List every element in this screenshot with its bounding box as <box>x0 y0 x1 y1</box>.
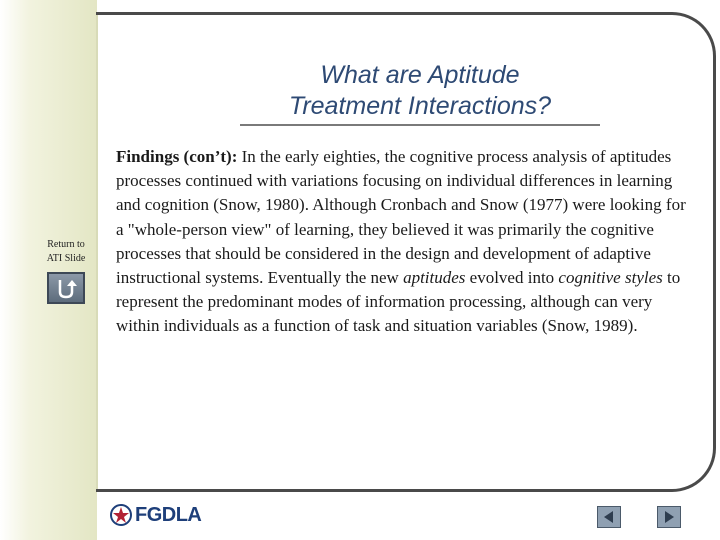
title-line-2: Treatment Interactions? <box>288 92 552 120</box>
body-text-part-3: to represent the predominant modes of information processing, although can very within individuals as a function of task and situation variables (Snow, 1989). <box>116 268 681 336</box>
title-divider <box>240 124 600 126</box>
title-line-1: What are Aptitude <box>320 61 520 89</box>
left-sidebar-band <box>0 0 97 540</box>
body-emphasis-cognitive-styles: cognitive styles <box>558 268 663 288</box>
return-to-ati-button[interactable] <box>47 272 85 304</box>
star-seal-icon <box>110 504 132 526</box>
slide-title <box>200 60 640 122</box>
previous-slide-button[interactable] <box>597 506 621 528</box>
body-text-part-2: evolved into <box>465 268 559 288</box>
return-to-ati-label <box>38 238 94 266</box>
next-slide-button[interactable] <box>657 506 681 528</box>
body-text-part-1: In the early eighties, the cognitive process analysis of aptitudes processes continued with variations focusing on individual differences in learning and cognition (Snow, 1980). Although Cronbach and Snow (1977) were looking for a "whole-person view" of learning, they believed it was primarily the cognitive processes that should be considered in the design and development of adaptive instructional systems. Eventually the new <box>116 147 686 288</box>
return-label-line-2: ATI Slide <box>46 253 86 264</box>
body-emphasis-aptitudes: aptitudes <box>403 268 466 288</box>
logo-text: FGDLA <box>135 503 202 526</box>
triangle-left-icon <box>601 509 617 525</box>
findings-paragraph <box>116 145 696 339</box>
return-arrow-icon <box>52 276 80 300</box>
findings-lead: Findings (con’t): <box>116 147 238 166</box>
fgdla-logo <box>110 500 210 530</box>
triangle-right-icon <box>661 509 677 525</box>
return-label-line-1: Return to <box>47 239 85 250</box>
